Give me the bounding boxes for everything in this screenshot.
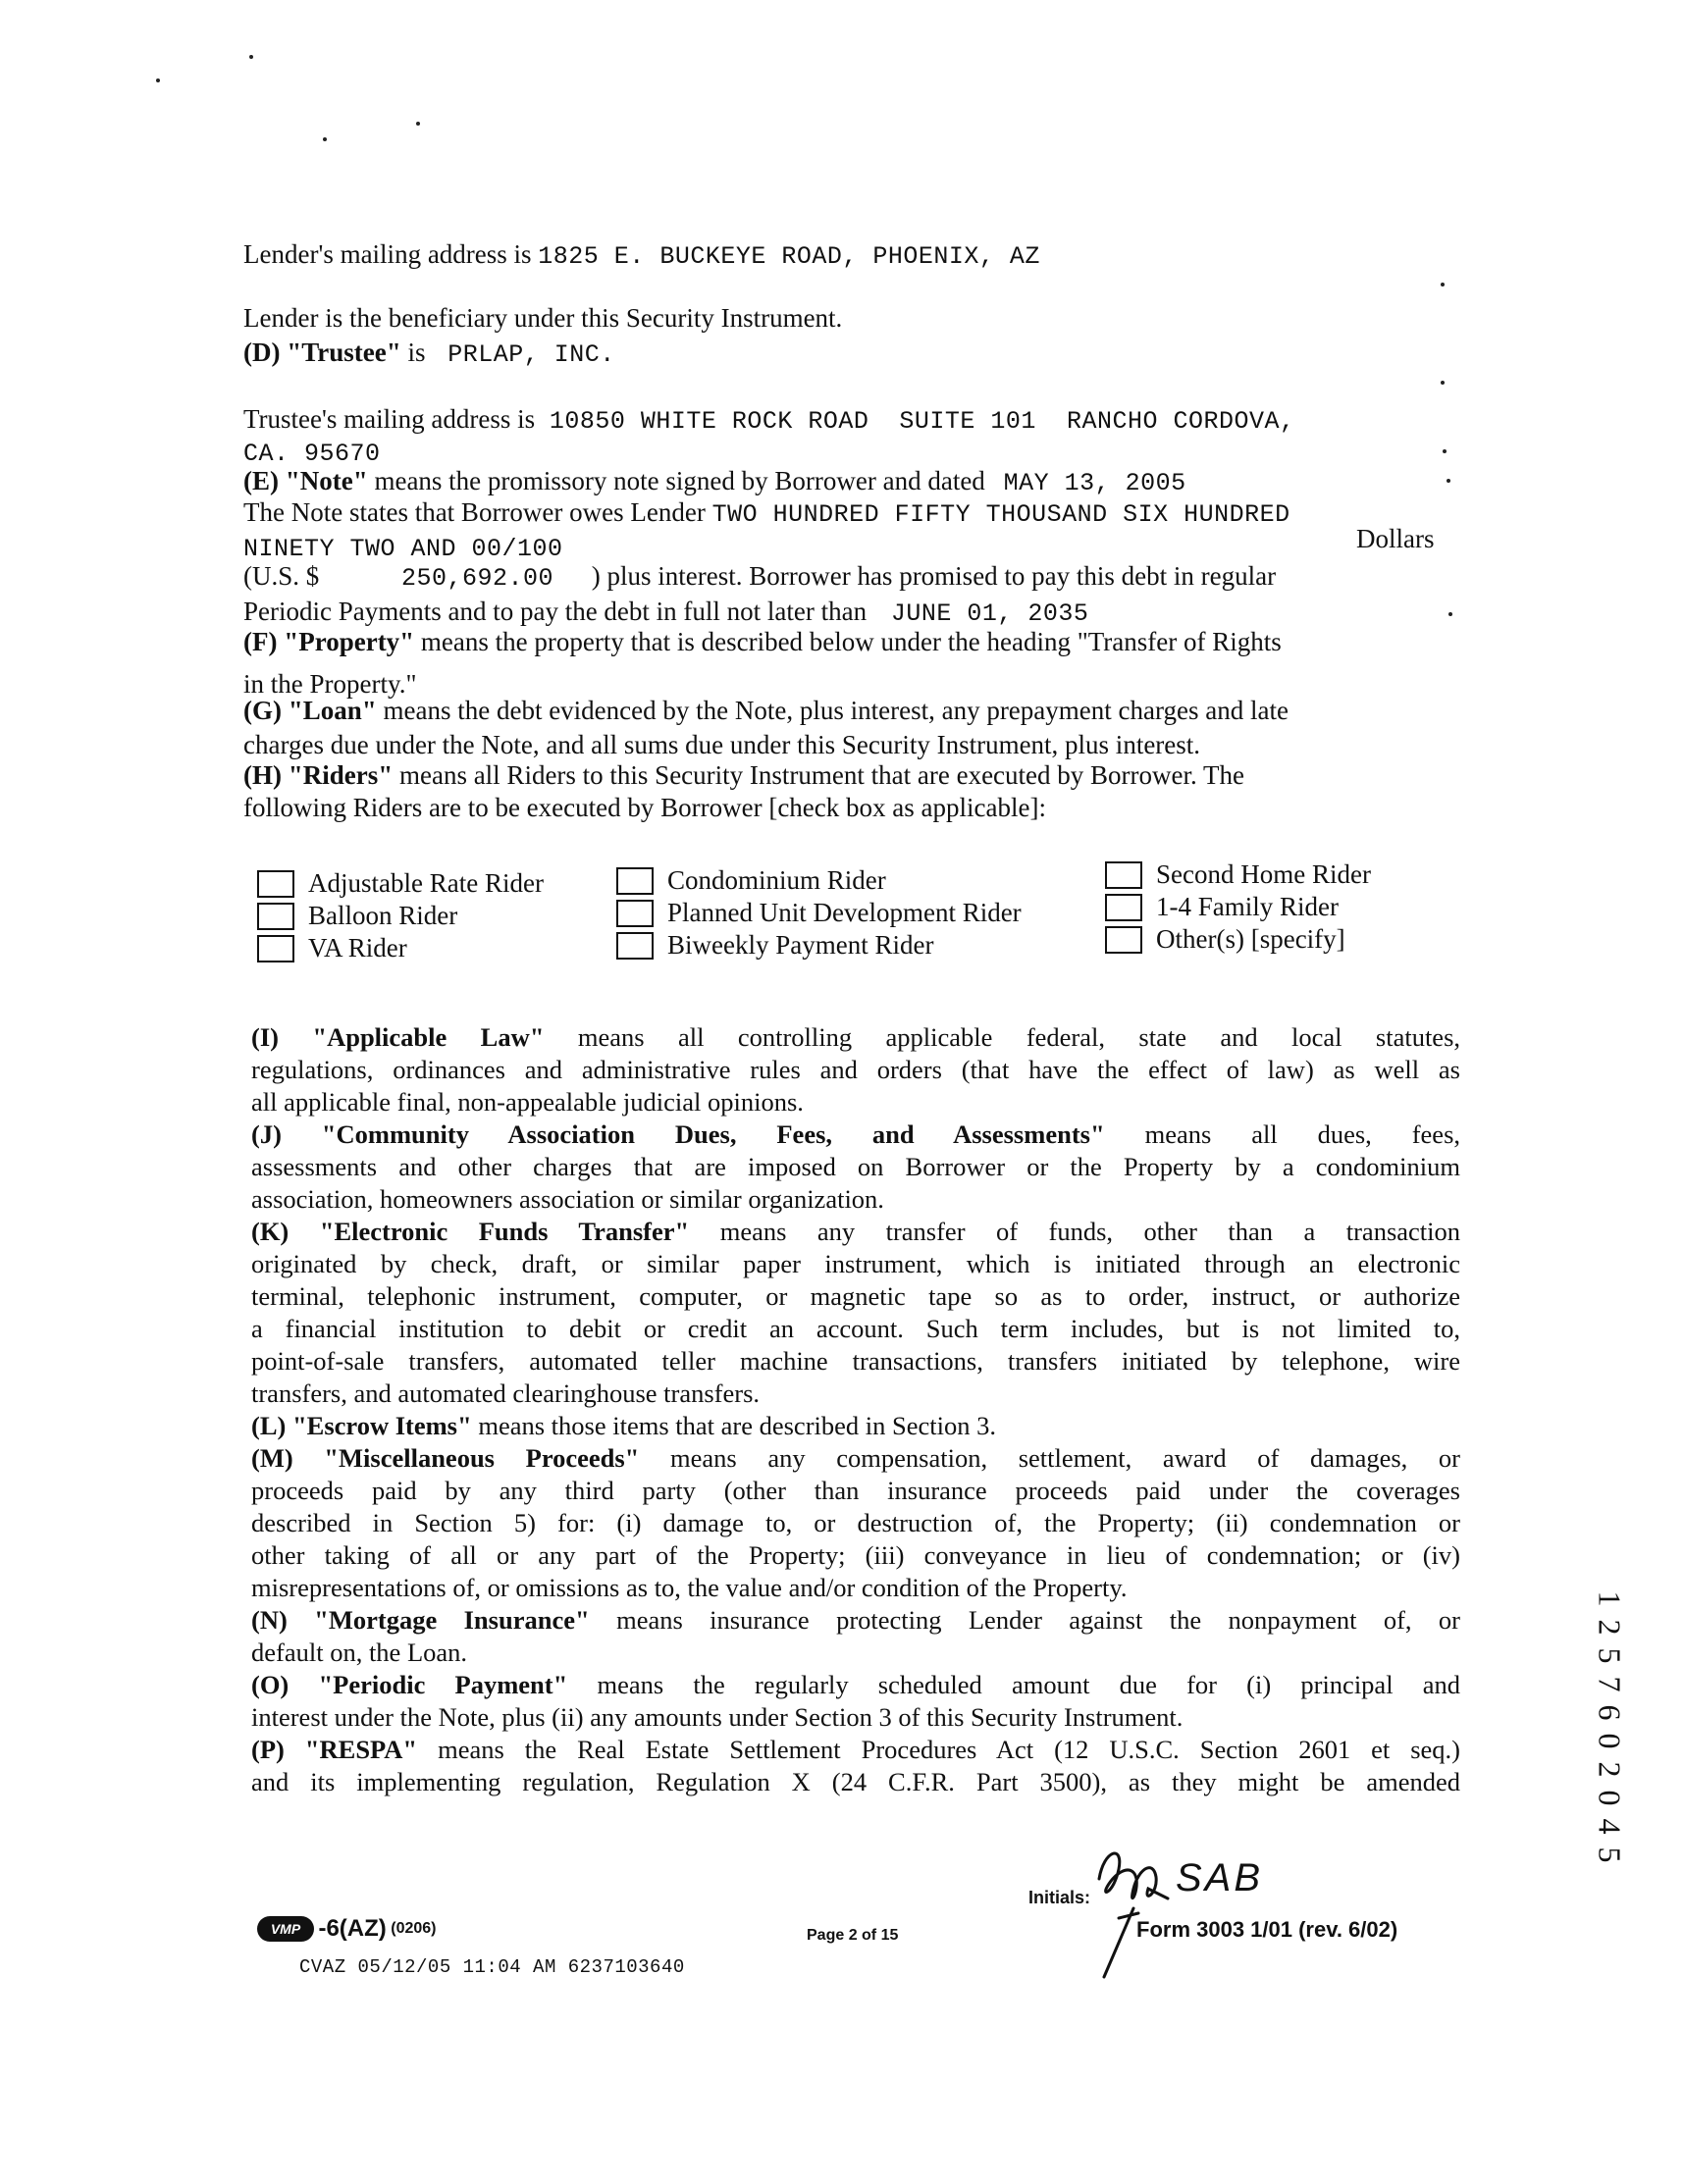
definition-text: point-of-sale transfers, automated teller machine transactions, transfers initiated by telephone, wire bbox=[251, 1346, 1460, 1376]
scan-speck bbox=[1441, 381, 1445, 385]
note-amount-words-1: TWO HUNDRED FIFTY THOUSAND SIX HUNDRED bbox=[711, 500, 1290, 529]
scan-speck bbox=[323, 137, 327, 141]
handwritten-initials: SAB bbox=[1176, 1856, 1264, 1899]
loan-text-1: means the debt evidenced by the Note, plus interest, any prepayment charges and late bbox=[383, 696, 1289, 725]
definition-line bbox=[251, 1314, 1460, 1343]
scan-speck bbox=[1448, 612, 1452, 616]
note-owes-line bbox=[243, 495, 1290, 532]
rider-label: Second Home Rider bbox=[1156, 859, 1371, 889]
rider-checkbox[interactable] bbox=[257, 870, 294, 898]
definition-text: other taking of all or any part of the Property; (iii) conveyance in lieu of condemnation; or (iv) bbox=[251, 1540, 1460, 1570]
definition-term: (O) "Periodic Payment" bbox=[251, 1670, 568, 1699]
lender-address-line bbox=[243, 237, 1040, 274]
note-interest-text: ) plus interest. Borrower has promised to pay this debt in regular bbox=[591, 561, 1277, 591]
definition-line bbox=[251, 1119, 1460, 1149]
definition-line bbox=[251, 1022, 1460, 1052]
side-number-digit: 6 bbox=[1592, 1704, 1628, 1721]
definition-term: (I) "Applicable Law" bbox=[251, 1022, 545, 1052]
definition-line bbox=[251, 1055, 1460, 1084]
note-maturity-date: JUNE 01, 2035 bbox=[890, 599, 1089, 628]
side-number-digit: 5 bbox=[1592, 1647, 1628, 1664]
note-amount-line bbox=[243, 559, 1276, 596]
definition-line bbox=[251, 1378, 1460, 1408]
definition-line bbox=[251, 1217, 1460, 1246]
definition-text: means all controlling applicable federal, state and local statutes, bbox=[577, 1022, 1461, 1052]
scan-speck bbox=[156, 78, 160, 82]
note-amount-words-2: NINETY TWO AND 00/100 bbox=[243, 535, 563, 563]
definition-text: means any compensation, settlement, award of damages, or bbox=[670, 1443, 1461, 1473]
side-number-digit: 5 bbox=[1592, 1846, 1628, 1863]
definition-line bbox=[251, 1508, 1460, 1537]
riders-text-1: means all Riders to this Security Instrument that are executed by Borrower. The bbox=[398, 760, 1244, 790]
definition-text: originated by check, draft, or similar paper instrument, which is initiated through an electronic bbox=[251, 1249, 1460, 1278]
definition-text: means any transfer of funds, other than a transaction bbox=[719, 1217, 1461, 1246]
riders-def-line1 bbox=[243, 758, 1244, 792]
definition-term: (N) "Mortgage Insurance" bbox=[251, 1605, 590, 1635]
definition-line bbox=[251, 1249, 1460, 1278]
print-stamp: CVAZ 05/12/05 11:04 AM 6237103640 bbox=[299, 1956, 685, 1978]
trustee-address-line1: 10850 WHITE ROCK ROAD SUITE 101 RANCHO CORDOVA, bbox=[549, 407, 1295, 436]
lender-address-label: Lender's mailing address is bbox=[243, 239, 532, 269]
property-term: (F) "Property" bbox=[243, 627, 415, 656]
note-dollars: Dollars bbox=[1356, 524, 1435, 553]
definition-line bbox=[251, 1152, 1460, 1181]
scan-speck bbox=[416, 122, 420, 126]
definition-line bbox=[251, 1540, 1460, 1570]
trustee-term: (D) "Trustee" bbox=[243, 338, 401, 367]
definition-line bbox=[251, 1670, 1460, 1699]
definition-line bbox=[251, 1767, 1460, 1796]
definition-text: default on, the Loan. bbox=[251, 1638, 468, 1667]
trustee-is: is bbox=[407, 338, 426, 367]
definition-text: transfers, and automated clearinghouse transfers. bbox=[251, 1378, 761, 1408]
rider-label: Adjustable Rate Rider bbox=[308, 868, 544, 898]
definition-text: misrepresentations of, or omissions as to, the value and/or condition of the Property. bbox=[251, 1573, 1128, 1602]
rider-label: Condominium Rider bbox=[667, 865, 886, 895]
riders-checklist bbox=[257, 858, 1435, 966]
definition-line bbox=[251, 1605, 1460, 1635]
definition-line bbox=[251, 1346, 1460, 1376]
trustee-address-line2: CA. 95670 bbox=[243, 440, 381, 468]
definition-term: (P) "RESPA" bbox=[251, 1735, 418, 1764]
riders-term: (H) "Riders" bbox=[243, 760, 394, 790]
definition-line bbox=[251, 1573, 1460, 1602]
rider-label: Biweekly Payment Rider bbox=[667, 930, 934, 960]
scan-speck bbox=[1441, 283, 1445, 286]
definition-text: means those items that are described in Section 3. bbox=[478, 1411, 996, 1440]
property-text-1: means the property that is described below under the heading "Transfer of Rights bbox=[420, 627, 1282, 656]
trustee-address-label: Trustee's mailing address is bbox=[243, 404, 536, 434]
side-number-digit: 4 bbox=[1592, 1818, 1628, 1835]
definition-line bbox=[251, 1638, 1460, 1667]
loan-text-2: charges due under the Note, and all sums due under this Security Instrument, plus interest. bbox=[243, 730, 1201, 759]
definition-text: means all dues, fees, bbox=[1144, 1119, 1461, 1149]
note-owes-text: The Note states that Borrower owes Lender bbox=[243, 497, 706, 527]
loan-line1 bbox=[243, 694, 1289, 727]
side-document-number bbox=[1590, 1585, 1629, 1869]
side-number-digit: 0 bbox=[1592, 1790, 1628, 1806]
rider-checkbox[interactable] bbox=[616, 932, 654, 960]
scan-speck bbox=[1447, 479, 1450, 483]
note-periodic-text: Periodic Payments and to pay the debt in full not later than bbox=[243, 597, 868, 626]
definition-text: a financial institution to debit or credit an account. Such term includes, but is not limited to, bbox=[251, 1314, 1460, 1343]
form-code bbox=[257, 1915, 436, 1943]
note-us-label: (U.S. $ bbox=[243, 561, 320, 591]
rider-checkbox[interactable] bbox=[257, 903, 294, 930]
definition-text: proceeds paid by any third party (other than insurance proceeds paid under the coverages bbox=[251, 1476, 1460, 1505]
rider-label: Other(s) [specify] bbox=[1156, 924, 1345, 954]
note-text: means the promissory note signed by Borrower and dated bbox=[374, 466, 985, 495]
definition-line bbox=[251, 1443, 1460, 1473]
note-amount-number: 250,692.00 bbox=[400, 564, 554, 593]
trustee-name: PRLAP, INC. bbox=[447, 340, 615, 369]
riders-text-2: following Riders are to be executed by Borrower [check box as applicable]: bbox=[243, 793, 1046, 822]
definition-text: terminal, telephonic instrument, computer, or magnetic tape so as to order, instruct, or authorize bbox=[251, 1281, 1460, 1311]
loan-term: (G) "Loan" bbox=[243, 696, 377, 725]
initials-label: Initials: bbox=[1028, 1888, 1091, 1907]
rider-checkbox[interactable] bbox=[1105, 861, 1142, 889]
scan-speck bbox=[249, 55, 253, 59]
note-date: MAY 13, 2005 bbox=[1003, 469, 1186, 497]
trustee-address-line bbox=[243, 402, 1294, 439]
page-number: Page 2 of 15 bbox=[807, 1927, 899, 1944]
definition-text: means the regularly scheduled amount due for (i) principal and bbox=[597, 1670, 1460, 1699]
vmp-logo: VMP bbox=[257, 1916, 314, 1942]
definition-line bbox=[251, 1087, 1460, 1117]
definition-text: regulations, ordinances and administrative rules and orders (that have the effect of law) as well as bbox=[251, 1055, 1460, 1084]
note-term: (E) "Note" bbox=[243, 466, 368, 495]
form-code-date: (0206) bbox=[391, 1920, 437, 1937]
signature-scribble bbox=[1079, 1840, 1187, 1987]
rider-label: VA Rider bbox=[308, 933, 407, 962]
definition-text: all applicable final, non-appealable judicial opinions. bbox=[251, 1087, 804, 1117]
form-code-text: -6(AZ) bbox=[318, 1915, 387, 1942]
definition-line bbox=[251, 1184, 1460, 1214]
rider-checkbox[interactable] bbox=[616, 900, 654, 927]
definition-text: association, homeowners association or similar organization. bbox=[251, 1184, 884, 1214]
definition-term: (L) "Escrow Items" bbox=[251, 1411, 472, 1440]
definition-text: means the Real Estate Settlement Procedures Act (12 U.S.C. Section 2601 et seq.) bbox=[438, 1735, 1461, 1764]
property-line1 bbox=[243, 625, 1282, 658]
definition-line bbox=[251, 1476, 1460, 1505]
lender-beneficiary: Lender is the beneficiary under this Security Instrument. bbox=[243, 303, 843, 333]
definition-text: and its implementing regulation, Regulation X (24 C.F.R. Part 3500), as they might be amended bbox=[251, 1767, 1460, 1796]
definition-text: described in Section 5) for: (i) damage to, or destruction of, the Property; (ii) condemnation or bbox=[251, 1508, 1460, 1537]
definition-term: (J) "Community Association Dues, Fees, and Assessments" bbox=[251, 1119, 1105, 1149]
rider-label: Planned Unit Development Rider bbox=[667, 898, 1022, 927]
side-number-digit: 2 bbox=[1592, 1761, 1628, 1778]
side-number-digit: 7 bbox=[1592, 1676, 1628, 1692]
side-number-digit: 0 bbox=[1592, 1733, 1628, 1749]
definition-term: (K) "Electronic Funds Transfer" bbox=[251, 1217, 690, 1246]
definition-term: (M) "Miscellaneous Proceeds" bbox=[251, 1443, 640, 1473]
rider-label: 1-4 Family Rider bbox=[1156, 892, 1339, 921]
definition-line bbox=[251, 1281, 1460, 1311]
scan-speck bbox=[1443, 449, 1447, 453]
definition-text: means insurance protecting Lender against the nonpayment of, or bbox=[616, 1605, 1460, 1635]
trustee-line bbox=[243, 336, 615, 372]
rider-checkbox[interactable] bbox=[1105, 926, 1142, 954]
property-text-2: in the Property." bbox=[243, 669, 417, 699]
rider-checkbox[interactable] bbox=[616, 867, 654, 895]
side-number-digit: 1 bbox=[1592, 1590, 1628, 1607]
rider-checkbox[interactable] bbox=[257, 935, 294, 962]
form-number: Form 3003 1/01 (rev. 6/02) bbox=[1136, 1917, 1398, 1942]
rider-label: Balloon Rider bbox=[308, 901, 458, 930]
rider-checkbox[interactable] bbox=[1105, 894, 1142, 921]
definition-line bbox=[251, 1702, 1460, 1732]
definition-text: assessments and other charges that are imposed on Borrower or the Property by a condominium bbox=[251, 1152, 1460, 1181]
lender-address-value: 1825 E. BUCKEYE ROAD, PHOENIX, AZ bbox=[538, 242, 1040, 271]
definition-line bbox=[251, 1735, 1460, 1764]
definition-line bbox=[251, 1411, 1460, 1440]
side-number-digit: 2 bbox=[1592, 1619, 1628, 1636]
definition-text: interest under the Note, plus (ii) any amounts under Section 3 of this Security Instrument. bbox=[251, 1702, 1184, 1732]
